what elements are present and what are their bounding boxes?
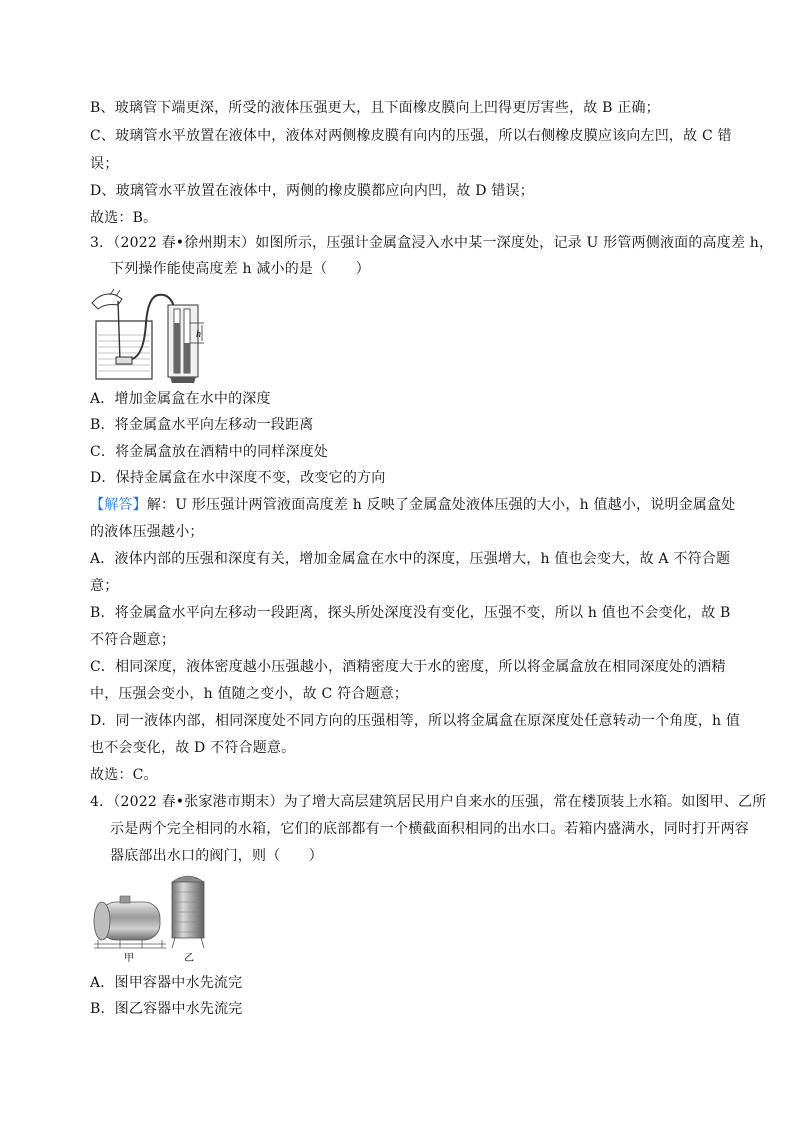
prev-answer-b: B、玻璃管下端更深，所受的液体压强更大，且下面橡皮膜向上凹得更厉害些，故 B 正确； <box>90 100 660 116</box>
q3-figure-h-label: h <box>196 329 201 340</box>
q3-answer-b-line1: B．将金属盒水平向左移动一段距离，探头所处深度没有变化，压强不变，所以 h 值也不会变化，故 B <box>90 605 731 621</box>
q3-answer-b-line2: 不符合题意； <box>90 632 176 648</box>
q3-answer-c-line2: 中，压强会变小，h 值随之变小，故 C 符合题意； <box>90 686 409 702</box>
q4-stem-line1: 4．（2022 春•张家港市期末）为了增大高层建筑居民用户自来水的压强，常在楼顶装上水箱。如图甲、乙所 <box>90 794 767 810</box>
q4-label-yi: 乙 <box>184 953 194 964</box>
q3-option-a: A．增加金属盒在水中的深度 <box>90 391 271 407</box>
q3-option-b: B．将金属盒水平向左移动一段距离 <box>90 417 314 433</box>
q4-label-jia: 甲 <box>124 953 134 964</box>
q3-stem-line1: 3．（2022 春•徐州期末）如图所示，压强计金属盒浸入水中某一深度处，记录 U 形管两侧液面的高度差 h， <box>90 235 774 251</box>
prev-answer-c-line1: C、玻璃管水平放置在液体中，液体对两侧橡皮膜有向内的压强，所以右侧橡皮膜应该向左凹，故 C 错 <box>90 128 732 144</box>
q3-answer-a-line1: A．液体内部的压强和深度有关，增加金属盒在水中的深度，压强增大，h 值也会变大，故 A 不符合题 <box>90 551 731 567</box>
q3-pressure-gauge-figure <box>90 283 210 386</box>
q4-stem-line2: 示是两个完全相同的水箱，它们的底部都有一个横截面积相同的出水口。若箱内盛满水，同时打开两容 <box>110 821 749 837</box>
answer-intro-text: 解：U 形压强计两管液面高度差 h 反映了金属盒处液体压强的大小，h 值越小，说明金属盒处 <box>146 497 736 513</box>
q4-stem-line3: 器底部出水口的阀门，则（ ） <box>110 848 323 864</box>
q3-option-d: D．保持金属盒在水中深度不变，改变它的方向 <box>90 470 386 486</box>
q4-option-a: A．图甲容器中水先流完 <box>90 975 243 991</box>
q3-answer-choice: 故选：C。 <box>90 767 158 783</box>
prev-answer-c-line2: 误； <box>90 156 119 172</box>
q3-option-c: C．将金属盒放在酒精中的同样深度处 <box>90 444 329 460</box>
q3-answer-d-line2: 也不会变化，故 D 不符合题意。 <box>90 740 296 756</box>
answer-tag: 【解答】 <box>90 497 147 513</box>
q4-water-tanks-figure <box>90 868 216 964</box>
q3-answer-a-line2: 意； <box>90 578 119 594</box>
q3-answer-intro-line2: 的液体压强越小； <box>90 524 204 540</box>
q4-option-b: B．图乙容器中水先流完 <box>90 1001 243 1017</box>
prev-answer-d: D、玻璃管水平放置在液体中，两侧的橡皮膜都应向内凹，故 D 错误； <box>90 183 534 199</box>
q3-stem-line2: 下列操作能使高度差 h 减小的是（ ） <box>110 261 370 277</box>
q3-answer-intro-line1 <box>90 495 736 515</box>
q3-answer-d-line1: D．同一液体内部，相同深度处不同方向的压强相等，所以将金属盒在原深度处任意转动一个角度，h 值 <box>90 713 741 729</box>
prev-answer-choice: 故选：B。 <box>90 210 158 226</box>
q3-answer-c-line1: C．相同深度，液体密度越小压强越小，酒精密度大于水的密度，所以将金属盒放在相同深度处的酒精 <box>90 659 726 675</box>
